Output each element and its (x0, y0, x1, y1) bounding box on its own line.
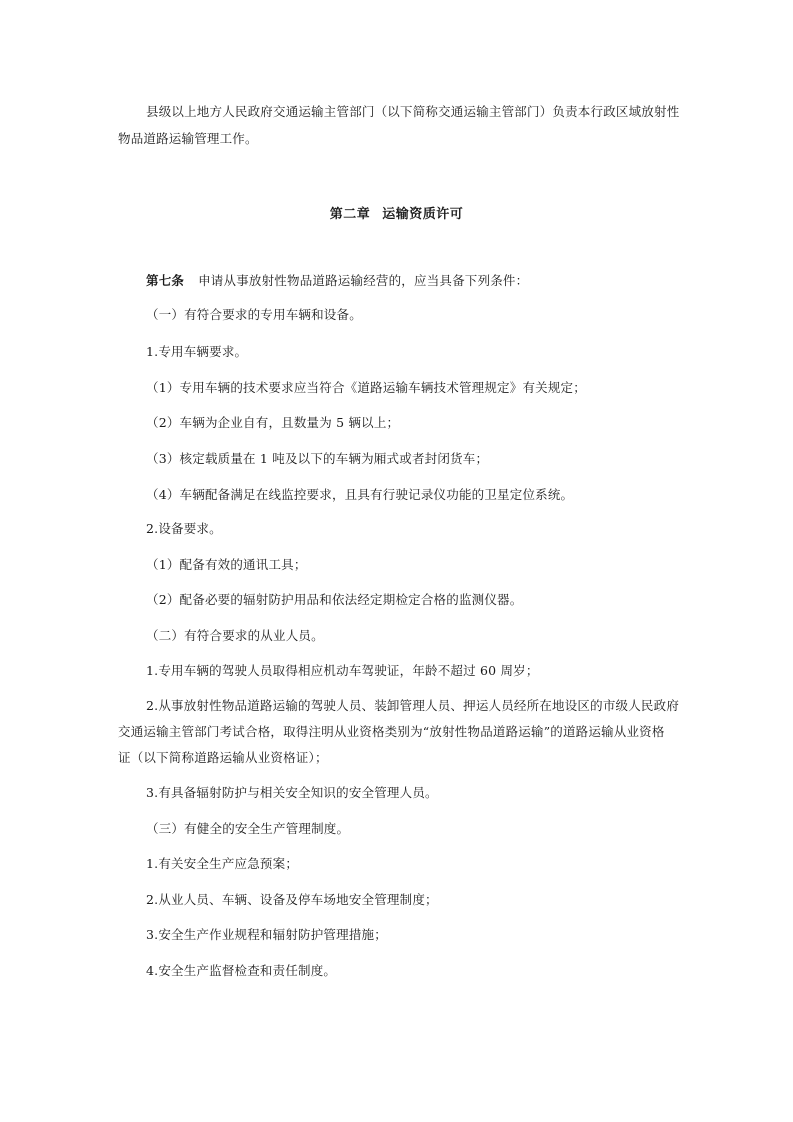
item-3-2: 2.从业人员、车辆、设备及停车场地安全管理制度； (146, 892, 438, 907)
chapter-heading (0, 203, 793, 222)
item-1-1-4: （4）车辆配备满足在线监控要求，且具有行驶记录仪功能的卫星定位系统。 (146, 487, 574, 502)
item-1: （一）有符合要求的专用车辆和设备。 (146, 307, 362, 322)
item-2-2-line-2: 交通运输主管部门考试合格，取得注明从业资格类别为“放射性物品道路运输”的道路运输从业资格 (118, 724, 665, 739)
article-7-text: 申请从事放射性物品道路运输经营的，应当具备下列条件： (198, 273, 529, 288)
chapter-title: 运输资质许可 (382, 207, 464, 222)
article-7-label: 第七条 (146, 273, 185, 288)
item-3-4: 4.安全生产监督检查和责任制度。 (146, 963, 337, 978)
item-2: （二）有符合要求的从业人员。 (146, 628, 324, 643)
item-1-2: 2.设备要求。 (146, 521, 222, 536)
item-1-1-3: （3）核定载质量在 1 吨及以下的车辆为厢式或者封闭货车； (146, 451, 489, 466)
item-1-2-2: （2）配备必要的辐射防护用品和依法经定期检定合格的监测仪器。 (146, 592, 523, 607)
item-1-2-1: （1）配备有效的通讯工具； (146, 557, 307, 572)
item-3-3: 3.安全生产作业规程和辐射防护管理措施； (146, 927, 387, 942)
item-2-2-line-3: 证（以下简称道路运输从业资格证）； (118, 750, 328, 765)
item-1-1-2: （2）车辆为企业自有，且数量为 5 辆以上； (146, 415, 400, 430)
item-2-2-line-1: 2.从事放射性物品道路运输的驾驶人员、装卸管理人员、押运人员经所在地设区的市级人民政府 (146, 698, 680, 713)
article-7 (146, 272, 716, 290)
intro-line-2: 物品道路运输管理工作。 (118, 131, 258, 146)
item-3: （三）有健全的安全生产管理制度。 (146, 821, 350, 836)
intro-line-1: 县级以上地方人民政府交通运输主管部门（以下简称交通运输主管部门）负责本行政区域放射性 (146, 104, 680, 119)
chapter-number: 第二章 (329, 207, 371, 222)
item-1-1: 1.专用车辆要求。 (146, 344, 248, 359)
item-1-1-1: （1）专用车辆的技术要求应当符合《道路运输车辆技术管理规定》有关规定； (146, 380, 586, 395)
item-2-3: 3.有具备辐射防护与相关安全知识的安全管理人员。 (146, 785, 438, 800)
item-2-1: 1.专用车辆的驾驶人员取得相应机动车驾驶证，年龄不超过 60 周岁； (146, 663, 539, 678)
item-3-1: 1.有关安全生产应急预案； (146, 856, 299, 871)
